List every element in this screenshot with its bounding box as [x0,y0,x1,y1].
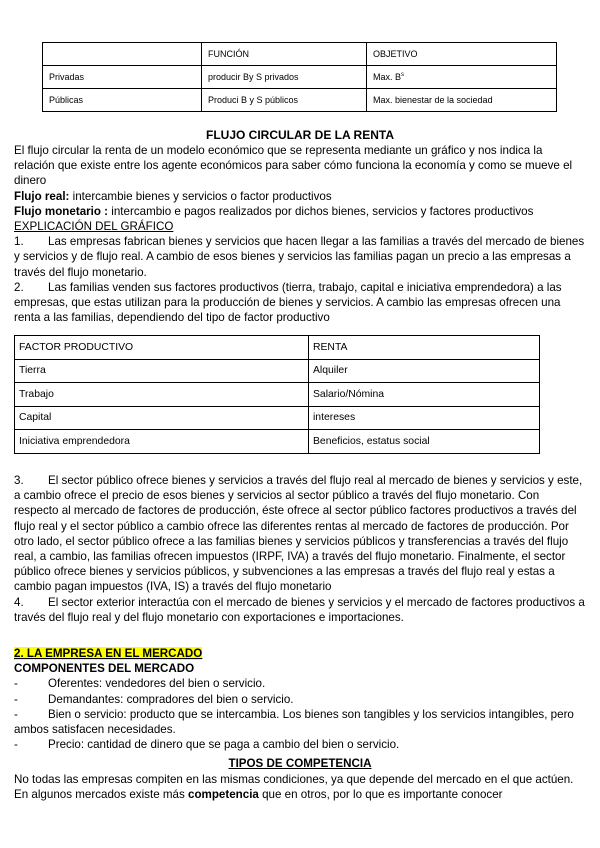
paragraph-2 [14,280,586,326]
flujo-text-block-2 [14,473,586,625]
table-cell: intereses [309,406,540,430]
paragraph-text: Las empresas fabrican bienes y servicios que hacen llegar a las familias a través del mercado de bienes y servicios y de flujo real. A cambio de esos bienes y servicios las familias pagan un precio a las empresas a través del flujo monetario. [14,235,585,279]
competencia-paragraph [14,772,586,802]
table-cell: Tierra [15,359,309,383]
flujo-real-line [14,189,586,204]
list-item-text: Bien o servicio: producto que se intercambia. Los bienes son tangibles y los servicios intangibles, pero ambos satisfacen necesidades. [14,707,574,737]
flujo-text-block [14,143,586,325]
list-item-text: Oferentes: vendedores del bien o servicio. [48,677,266,691]
table-header-row [43,43,557,66]
table-cell: producir By S privados [202,66,367,89]
table-row [15,383,540,407]
table-header-row [15,336,540,360]
table-cell: OBJETIVO [367,43,557,66]
table-row [15,359,540,383]
superscript: s [401,72,405,78]
list-number: 3. [14,474,24,487]
paragraph-1 [14,234,586,280]
paragraph-text: El sector exterior interactúa con el mercado de bienes y servicios y el mercado de factores productivos a través del flujo real y del flujo monetario con exportaciones e importaciones. [14,595,585,624]
list-number: 4. [14,595,24,609]
table-cell: Públicas [43,89,202,112]
section-title-flujo: FLUJO CIRCULAR DE LA RENTA [206,128,394,142]
table-cell: Capital [15,406,309,430]
section-heading-empresa [14,646,586,661]
empresa-section [14,646,586,752]
explicacion-heading: EXPLICACIÓN DEL GRÁFICO [14,220,174,234]
table-cell: Trabajo [15,383,309,407]
table-row [43,66,557,89]
flujo-monetario-line [14,204,586,219]
list-item [14,676,586,691]
table-cell [367,66,557,89]
table-cell: Beneficios, estatus social [309,430,540,454]
table-cell: Privadas [43,66,202,89]
bold-term: competencia [188,788,259,802]
list-item-text: Precio: cantidad de dinero que se paga a cambio del bien o servicio. [48,738,400,752]
section-title-competencia: TIPOS DE COMPETENCIA [228,757,372,770]
list-item [14,707,586,737]
list-number: 1. [14,235,24,249]
list-item-text: Demandantes: compradores del bien o servicio. [48,692,294,706]
table-cell: Produci B y S públicos [202,89,367,112]
paragraph-4 [14,595,586,625]
flujo-monetario-text: intercambio e pagos realizados por dichos bienes, servicios y factores productivos [108,204,534,218]
table-row [15,406,540,430]
table-row [15,430,540,454]
table-cell: FUNCIÓN [202,43,367,66]
list-dash: - [14,738,18,752]
table-cell: Salario/Nómina [309,383,540,407]
componentes-heading: COMPONENTES DEL MERCADO [14,662,195,676]
table-cell: Max. bienestar de la sociedad [367,89,557,112]
table-row [43,89,557,112]
table-cell: FACTOR PRODUCTIVO [15,336,309,360]
flujo-real-text: intercambie bienes y servicios o factor productivos [69,189,332,203]
company-types-table [42,42,557,112]
list-item [14,692,586,707]
paragraph-text: que en otros, por lo que es importante conocer [258,788,503,802]
list-dash: - [14,692,18,706]
table-cell [43,43,202,66]
list-item [14,737,586,752]
paragraph-text: No todas las empresas compiten en las mismas condiciones, ya que depende del mercado en el que actúen. En algunos mercados existe más [14,773,574,802]
highlighted-heading: 2. LA EMPRESA EN EL MERCADO [14,647,203,660]
intro-paragraph: El flujo circular la renta de un modelo económico que se representa mediante un gráfico y nos indica la relación que existe entre los agente económicos para saber cómo funciona la economía y como se mueve el dinero [14,144,573,188]
table-cell: RENTA [309,336,540,360]
cell-text: Max. B [373,72,402,82]
factores-table [14,335,540,454]
paragraph-3 [14,473,586,595]
table-cell: Iniciativa emprendedora [15,430,309,454]
table-cell: Alquiler [309,359,540,383]
flujo-real-label: Flujo real: [14,189,70,203]
paragraph-text: El sector público ofrece bienes y servicios a través del flujo real al mercado de bienes y servicios y este, a cambio ofrece el precio de esos bienes y servicios al sector público a través del flujo monetario. Con respecto al mercado de factores de producción, éste ofrece al sector público factores productivos a través del flujo real y el sector público a cambio ofrece las diferentes rentas al mercado de factores de producción. Por otro lado, el sector público ofrece a las familias bienes y servicios públicos y transferencias a través del flujo real, a cambio, las familias ofrecen impuestos (IRPF, IVA) a través del flujo monetario. Finalmente, el sector público ofrece bienes y servicios públicos, y subvenciones a las empresas a través del flujo real y estas a cambio pagan impuestos (IVA, IS) a través del flujo monetario [14,474,583,594]
flujo-monetario-label: Flujo monetario : [14,204,109,218]
paragraph-text: Las familias venden sus factores productivos (tierra, trabajo, capital e iniciativa emprendedora) a las empresas, que estas utilizan para la producción de bienes y servicios. A cambio las empresas ofrecen una renta a las familias, dependiendo del tipo de factor productivo [14,280,562,325]
list-dash: - [14,707,18,721]
list-number: 2. [14,280,24,294]
list-dash: - [14,677,18,691]
